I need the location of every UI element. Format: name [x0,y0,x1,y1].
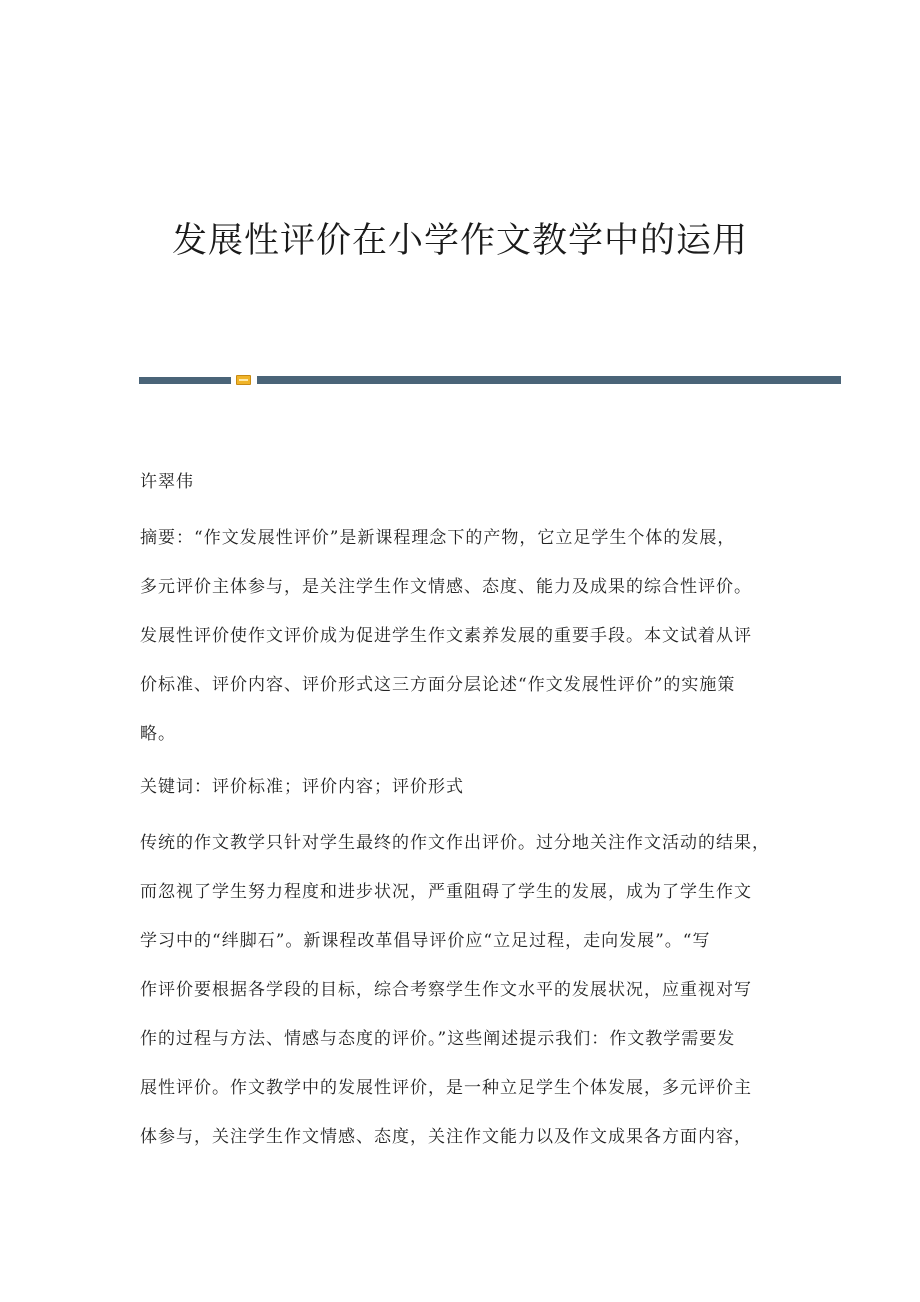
keywords-block [140,763,800,812]
body-line: 传统的作文教学只针对学生最终的作文作出评价。过分地关注作文活动的结果， [140,833,770,853]
body-line: 作评价要根据各学段的目标，综合考察学生作文水平的发展状况，应重视对写 [140,980,752,1000]
body-block [140,819,800,1162]
abstract-line: 多元评价主体参与，是关注学生作文情感、态度、能力及成果的综合性评价。 [140,577,752,597]
divider-bar-left [139,377,231,384]
document-title: 发展性评价在小学作文教学中的运用 [171,221,748,261]
author-name: 许翠伟 [140,472,194,492]
divider-bar-right [257,376,841,384]
keywords: 关键词：评价标准；评价内容；评价形式 [140,777,464,797]
abstract-line: 价标准、评价内容、评价形式这三方面分层论述“作文发展性评价”的实施策 [140,675,736,695]
abstract-block [140,514,800,759]
abstract-line: 摘要：“作文发展性评价”是新课程理念下的产物，它立足学生个体的发展， [140,528,736,548]
body-line: 学习中的“绊脚石”。新课程改革倡导评价应“立足过程，走向发展”。“写 [140,931,711,951]
author-block [140,458,800,507]
body-line: 展性评价。作文教学中的发展性评价，是一种立足学生个体发展，多元评价主 [140,1078,752,1098]
abstract-line: 发展性评价使作文评价成为促进学生作文素养发展的重要手段。本文试着从评 [140,626,752,646]
title-divider [139,375,841,385]
body-line: 体参与，关注学生作文情感、态度，关注作文能力以及作文成果各方面内容， [140,1127,752,1147]
body-line: 作的过程与方法、情感与态度的评价。”这些阐述提示我们：作文教学需要发 [140,1029,736,1049]
divider-emblem-icon [236,375,251,385]
abstract-line: 略。 [140,724,176,744]
body-line: 而忽视了学生努力程度和进步状况，严重阻碍了学生的发展，成为了学生作文 [140,882,752,902]
